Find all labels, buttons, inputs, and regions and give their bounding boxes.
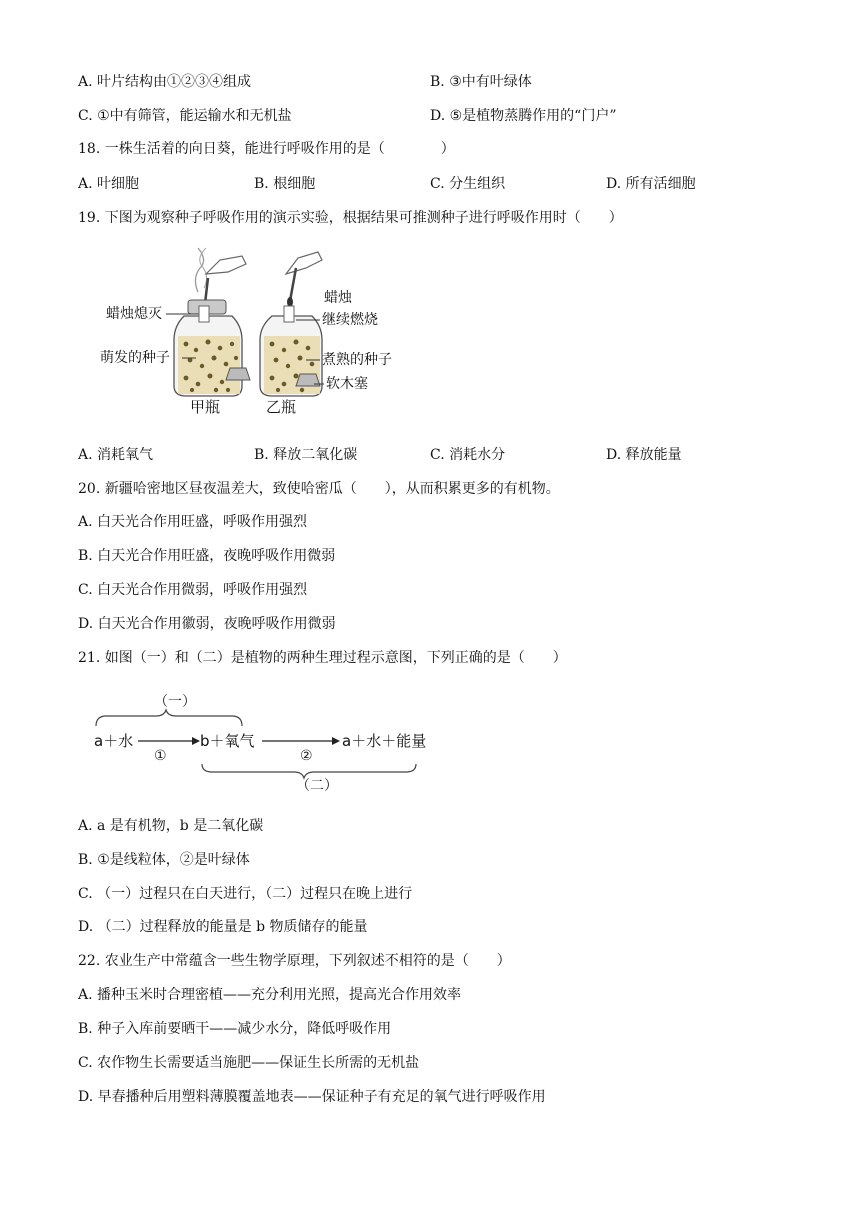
jar-jia-label-top: 蜡烛熄灭 <box>106 306 162 322</box>
q18-option-d: D. 所有活细胞 <box>606 176 696 192</box>
jar-yi-name: 乙瓶 <box>266 398 297 416</box>
q22-option-d: D. 早春播种后用塑料薄膜覆盖地表——保证种子有充足的氧气进行呼吸作用 <box>78 1089 546 1105</box>
q18-option-a: A. 叶细胞 <box>78 176 140 192</box>
q18-option-c: C. 分生组织 <box>430 176 506 192</box>
step-two-label: ② <box>300 748 313 764</box>
q19-stem: 19. 下图为观察种子呼吸作用的演示实验，根据结果可推测种子进行呼吸作用时（ ） <box>78 210 623 226</box>
jar-yi <box>260 252 322 396</box>
q19-figure <box>100 240 400 430</box>
q20-option-d: D. 白天光合作用徽弱，夜晚呼吸作用微弱 <box>78 616 336 632</box>
q20-option-a: A. 白天光合作用旺盛，呼吸作用强烈 <box>78 514 308 530</box>
q21-option-a: A. a 是有机物，b 是二氧化碳 <box>78 818 264 834</box>
jar-jia <box>174 248 250 396</box>
term-left: a＋水 <box>94 732 134 750</box>
diagram-label-one: （一） <box>154 694 196 710</box>
jar-yi-label-mid: 煮熟的种子 <box>322 352 392 368</box>
q19-option-b: B. 释放二氧化碳 <box>254 447 358 463</box>
jar-jia-label-mid: 萌发的种子 <box>100 350 170 366</box>
jar-yi-label-top2: 继续燃烧 <box>322 312 378 328</box>
q22-option-a: A. 播种玉米时合理密植——充分利用光照，提高光合作用效率 <box>78 987 462 1003</box>
q19-option-c: C. 消耗水分 <box>430 447 506 463</box>
q20-option-c: C. 白天光合作用微弱，呼吸作用强烈 <box>78 582 308 598</box>
jar-yi-label-top1: 蜡烛 <box>324 290 352 306</box>
q21-stem: 21. 如图（一）和（二）是植物的两种生理过程示意图，下列正确的是（ ） <box>78 650 567 666</box>
q21-option-c: C. （一）过程只在白天进行，（二）过程只在晚上进行 <box>78 886 413 902</box>
diagram-label-two: （二） <box>296 778 338 794</box>
q18-option-b: B. 根细胞 <box>254 176 316 192</box>
q17-option-c: C. ①中有筛管，能运输水和无机盐 <box>78 108 292 124</box>
q17-option-d: D. ⑤是植物蒸腾作用的“门户” <box>430 108 617 124</box>
q17-option-a: A. 叶片结构由①②③④组成 <box>78 74 252 90</box>
q21-option-d: D. （二）过程释放的能量是 b 物质储存的能量 <box>78 919 368 935</box>
q19-option-d: D. 释放能量 <box>606 447 682 463</box>
q19-option-a: A. 消耗氧气 <box>78 447 154 463</box>
step-one-label: ① <box>154 748 167 764</box>
jar-yi-label-cork: 软木塞 <box>326 376 368 392</box>
q18-stem: 18. 一株生活着的向日葵，能进行呼吸作用的是（ ） <box>78 141 455 157</box>
q22-option-b: B. 种子入库前要晒干——减少水分，降低呼吸作用 <box>78 1021 392 1037</box>
q20-option-b: B. 白天光合作用旺盛，夜晚呼吸作用微弱 <box>78 548 336 564</box>
term-mid: b＋氧气 <box>200 732 255 750</box>
term-right: a＋水＋能量 <box>342 732 427 750</box>
q22-stem: 22. 农业生产中常蕴含一些生物学原理，下列叙述不相符的是（ ） <box>78 953 511 969</box>
q21-figure <box>88 688 448 798</box>
q17-option-b: B. ③中有叶绿体 <box>430 74 532 90</box>
q21-option-b: B. ①是线粒体，②是叶绿体 <box>78 852 250 868</box>
q20-stem: 20. 新疆哈密地区昼夜温差大，致使哈密瓜（ ），从而积累更多的有机物。 <box>78 481 560 497</box>
jar-jia-name: 甲瓶 <box>190 398 221 416</box>
q22-option-c: C. 农作物生长需要适当施肥——保证生长所需的无机盐 <box>78 1055 420 1071</box>
